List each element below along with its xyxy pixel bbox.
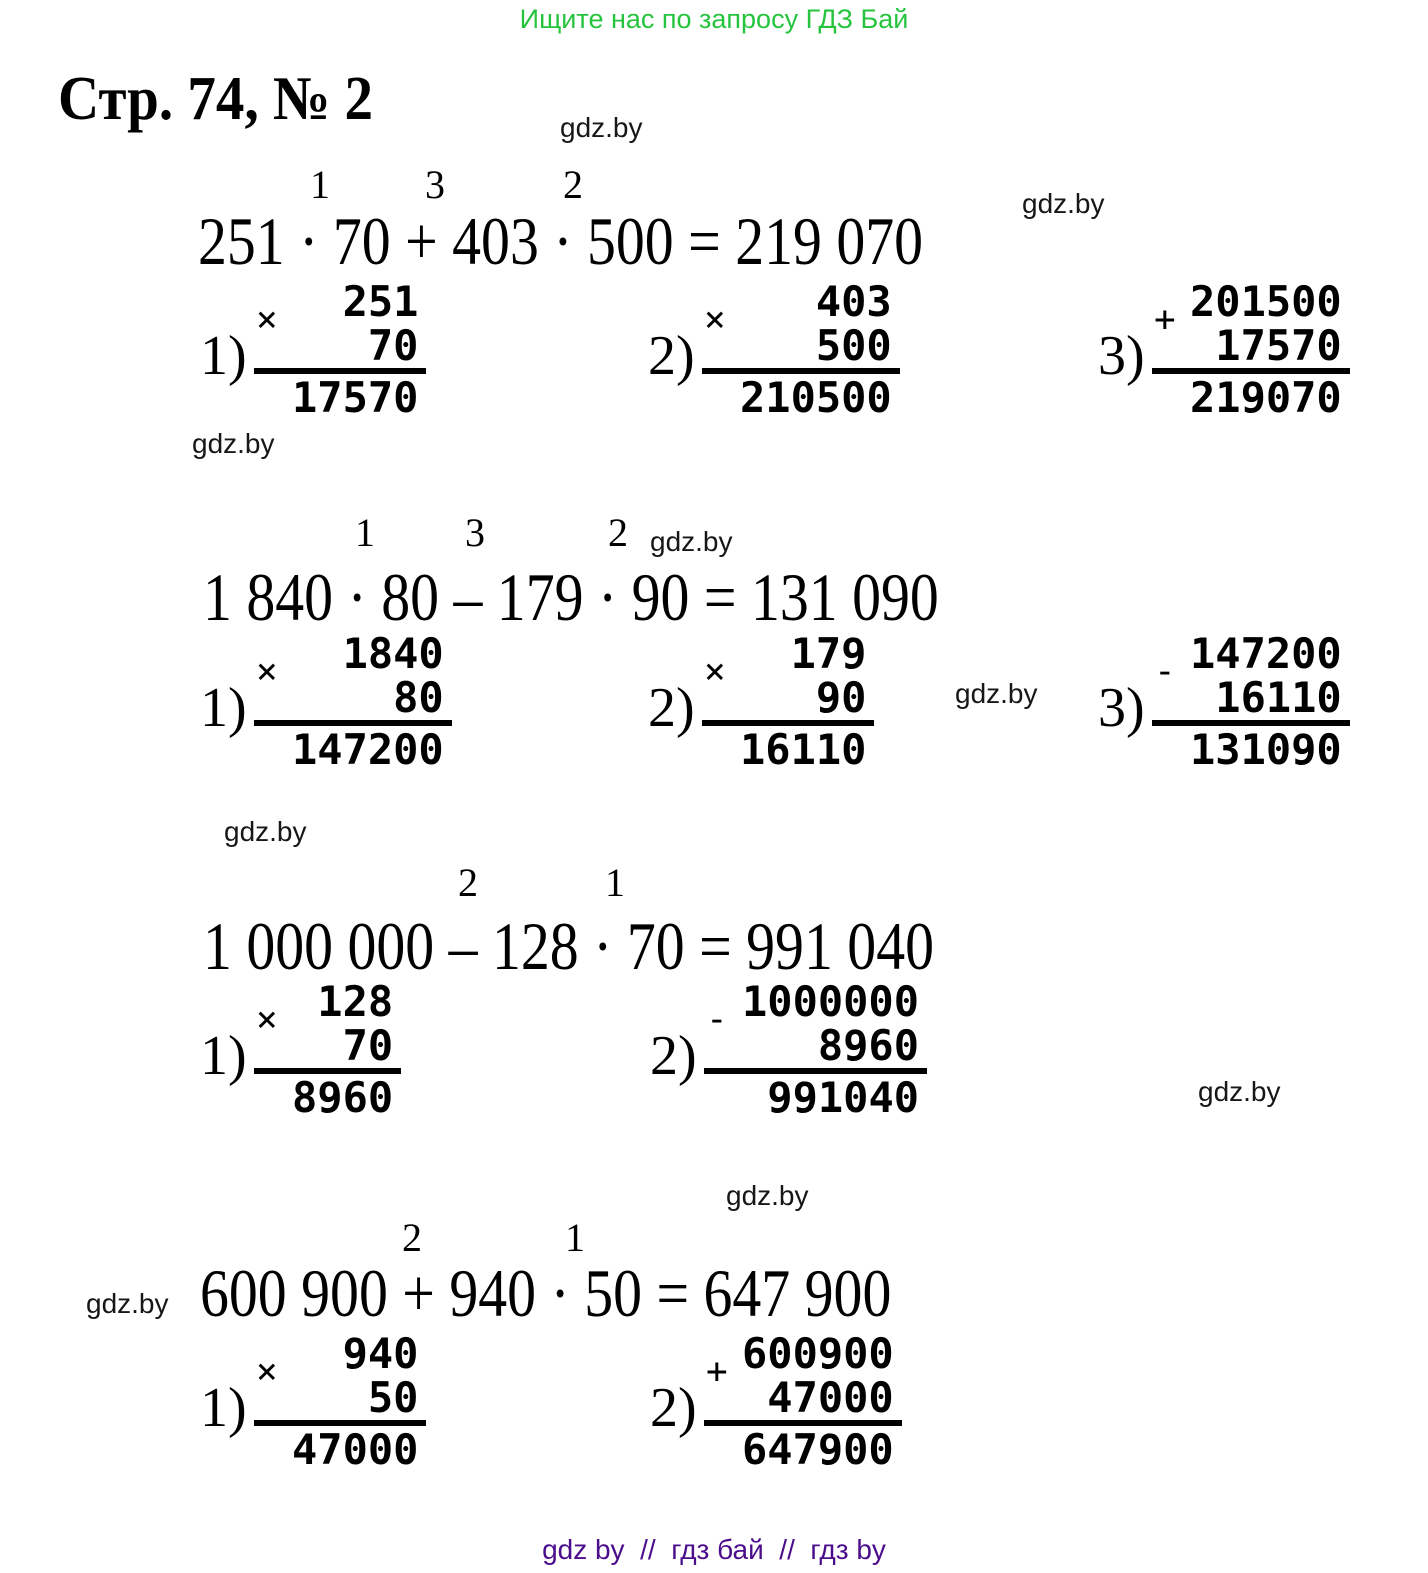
step-label: 2) [648, 325, 695, 387]
step [648, 277, 900, 422]
result-value: 47000 [292, 1425, 419, 1474]
result-value: 16110 [740, 725, 867, 774]
column-calculation [254, 277, 426, 422]
step-label: 2) [648, 677, 695, 739]
step-label: 3) [1098, 325, 1145, 387]
order-mark: 1 [310, 162, 330, 207]
column-calculation [702, 629, 874, 774]
gdz-watermark: gdz.by [86, 1288, 169, 1319]
top-operand: 128 [317, 977, 394, 1026]
result-value: 991040 [767, 1073, 920, 1122]
result-value: 210500 [740, 373, 892, 422]
column-calculation [254, 629, 452, 774]
order-mark: 3 [425, 162, 445, 207]
plus-sign: + [706, 1351, 728, 1392]
equation-text: 1 000 000 – 128 · 70 = 991 040 [203, 908, 934, 984]
footer-links: gdz by // гдз бай // гдз by [542, 1534, 886, 1565]
gdz-watermark: gdz.by [192, 428, 275, 459]
multiply-sign: × [256, 299, 278, 340]
column-calculation [254, 1329, 426, 1474]
column-calculation [704, 1329, 902, 1474]
multiply-sign: × [256, 999, 278, 1040]
step [200, 1329, 426, 1474]
multiply-sign: × [256, 1351, 278, 1392]
step-label: 3) [1098, 677, 1145, 739]
page-title: Стр. 74, № 2 [58, 65, 374, 133]
order-mark: 2 [608, 510, 628, 555]
result-value: 8960 [292, 1073, 394, 1122]
top-operand: 251 [342, 277, 419, 326]
result-value: 131090 [1190, 725, 1342, 774]
step-label: 1) [200, 677, 247, 739]
bottom-operand: 70 [367, 321, 419, 370]
bottom-operand: 8960 [817, 1021, 920, 1070]
step-label: 1) [200, 325, 247, 387]
step [200, 629, 452, 774]
top-operand: 600900 [742, 1329, 894, 1378]
gdz-watermark: gdz.by [726, 1180, 809, 1211]
bottom-operand: 16110 [1215, 673, 1342, 722]
result-value: 17570 [292, 373, 419, 422]
result-value: 219070 [1190, 373, 1342, 422]
step-label: 2) [650, 1377, 697, 1439]
bottom-operand: 50 [367, 1373, 419, 1422]
equation-text: 251 · 70 + 403 · 500 = 219 070 [198, 203, 924, 279]
bottom-operand: 47000 [767, 1373, 894, 1422]
top-operand: 147200 [1190, 629, 1342, 678]
multiply-sign: × [256, 651, 278, 692]
column-calculation [1152, 629, 1350, 774]
plus-sign: + [1154, 299, 1176, 340]
gdz-watermark: gdz.by [1198, 1076, 1281, 1107]
step [650, 977, 927, 1122]
top-operand: 1840 [342, 629, 444, 678]
step [648, 629, 874, 774]
result-value: 147200 [292, 725, 444, 774]
step [1098, 629, 1350, 774]
order-mark: 2 [402, 1215, 422, 1260]
result-value: 647900 [742, 1425, 894, 1474]
top-operand: 940 [342, 1329, 419, 1378]
gdz-watermark: gdz.by [1022, 188, 1105, 219]
multiply-sign: × [704, 299, 726, 340]
step [1098, 277, 1350, 422]
minus-sign: - [1154, 651, 1176, 692]
step-label: 2) [650, 1025, 697, 1087]
bottom-operand: 70 [342, 1021, 394, 1070]
top-operand: 1000000 [742, 977, 920, 1026]
gdz-watermark: gdz.by [955, 678, 1038, 709]
gdz-watermark: gdz.by [560, 112, 643, 143]
promo-banner: Ищите нас по запросу ГДЗ Бай [519, 4, 909, 34]
bottom-operand: 80 [393, 673, 444, 722]
minus-sign: - [706, 999, 728, 1040]
step [200, 277, 426, 422]
order-mark: 3 [465, 510, 485, 555]
gdz-watermark: gdz.by [224, 816, 307, 847]
gdz-watermark: gdz.by [650, 526, 733, 557]
step-label: 1) [200, 1377, 247, 1439]
multiply-sign: × [704, 651, 726, 692]
order-mark: 1 [565, 1215, 585, 1260]
order-mark: 2 [563, 162, 583, 207]
order-mark: 2 [458, 860, 478, 905]
top-operand: 179 [790, 629, 867, 678]
equation-text: 600 900 + 940 · 50 = 647 900 [200, 1255, 892, 1331]
top-operand: 403 [815, 277, 892, 326]
top-operand: 201500 [1190, 277, 1342, 326]
bottom-operand: 17570 [1215, 321, 1342, 370]
step [200, 977, 401, 1122]
step [650, 1329, 902, 1474]
equation-text: 1 840 · 80 – 179 · 90 = 131 090 [203, 559, 939, 635]
order-mark: 1 [605, 860, 625, 905]
order-mark: 1 [355, 510, 375, 555]
column-calculation [254, 977, 401, 1122]
bottom-operand: 500 [815, 321, 892, 370]
column-calculation [702, 277, 900, 422]
step-label: 1) [200, 1025, 247, 1087]
bottom-operand: 90 [815, 673, 867, 722]
column-calculation [1152, 277, 1350, 422]
column-calculation [704, 977, 927, 1122]
